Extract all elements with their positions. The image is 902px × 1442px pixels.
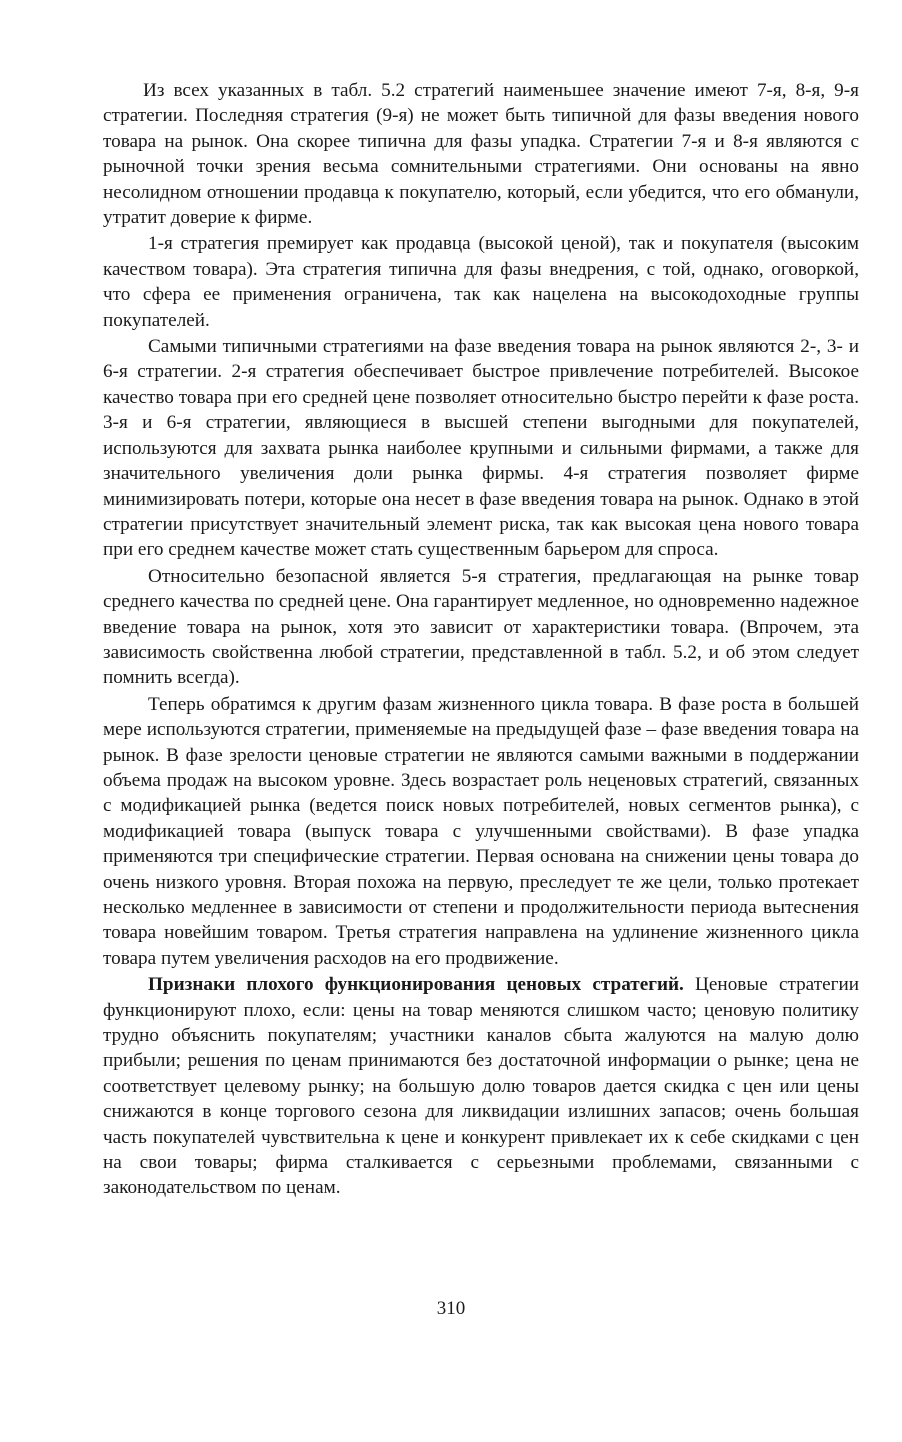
paragraph-3: Самыми типичными стратегиями на фазе введения товара на рынок являются 2-, 3- и 6-я стратегии. 2-я стратегия обеспечивает быстрое привлечение потребителей. Высокое качество товара при его средней цене позволяет относительно быстро перейти к фазе роста. 3-я и 6-я стратегии, являющиеся в высшей степени выгодными для покупателей, используются для захвата рынка наиболее крупными и сильными фирмами, а также для значительного увеличения доли рынка фирмы. 4-я стратегия позволяет фирме минимизировать потери, которые она несет в фазе введения товара на рынок. Однако в этой стратегии присутствует значительный элемент риска, так как высокая цена нового товара при его среднем качестве может стать существенным барьером для спроса. [103, 336, 859, 561]
paragraph-4: Относительно безопасной является 5-я стратегия, предлагающая на рынке товар среднего качества по средней цене. Она гарантирует медленное, но одновременно надежное введение товара на рынок, хотя это зависит от характеристики товара. (Впрочем, эта зависимость свойственна любой стратегии, представленной в табл. 5.2, и об этом следует помнить всегда). [103, 565, 859, 689]
paragraph-2: 1-я стратегия премирует как продавца (высокой ценой), так и покупателя (высоким качеством товара). Эта стратегия типична для фазы внедрения, с той, однако, оговоркой, что сфера ее применения ограничена, так как нацелена на высокодоходные группы покупателей. [103, 233, 859, 331]
paragraph-5: Теперь обратимся к другим фазам жизненного цикла товара. В фазе роста в большей мере используются стратегии, применяемые на предыдущей фазе – фазе введения товара на рынок. В фазе зрелости ценовые стратегии не являются самыми важными в поддержании объема продаж на высоком уровне. Здесь возрастает роль неценовых стратегий, связанных с модификацией рынка (ведется поиск новых потребителей, новых сегментов рынка), с модификацией товара (выпуск товара с улучшенными свойствами). В фазе упадка применяются три специфические стратегии. Первая основана на снижении цены товара до очень низкого уровня. Вторая похожа на первую, преследует те же цели, только протекает несколько медленнее в зависимости от степени и продолжительности периода вытеснения товара новейшим товаром. Третья стратегия направлена на удлинение жизненного цикла товара путем увеличения расходов на его продвижение. [103, 693, 859, 969]
paragraph-1: Из всех указанных в табл. 5.2 стратегий наименьшее значение имеют 7-я, 8-я, 9-я стратегии. Последняя стратегия (9-я) не может быть типичной для фазы введения нового товара на рынок. Она скорее типична для фазы упадка. Стратегии 7-я и 8-я являются с рыночной точки зрения весьма сомнительными стратегиями. Они основаны на явно несолидном отношении продавца к покупателю, который, если убедится, что его обманули, утратит доверие к фирме. [103, 80, 859, 229]
page-number: 310 [436, 1298, 466, 1319]
paragraph-6-body: Ценовые стратегии функционируют плохо, если: цены на товар меняются слишком часто; ценовую политику трудно объяснить покупателям; участники каналов сбыта жалуются на малую долю прибыли; решения по ценам принимаются без достаточной информации о рынке; цена не соответствует целевому рынку; на большую долю товаров дается скидка с цен или цены снижаются в конце торгового сезона для ликвидации излишних запасов; очень большая часть покупателей чувствительна к цене и конкурент привлекает их к себе скидками с цен на свои товары; фирма сталкивается с серьезными проблемами, связанными с законодательством по ценам. [103, 974, 860, 1199]
page-body [103, 78, 859, 1202]
paragraph-6 [103, 972, 859, 1201]
paragraph-6-heading: Признаки плохого функционирования ценовых стратегий. [148, 974, 684, 996]
